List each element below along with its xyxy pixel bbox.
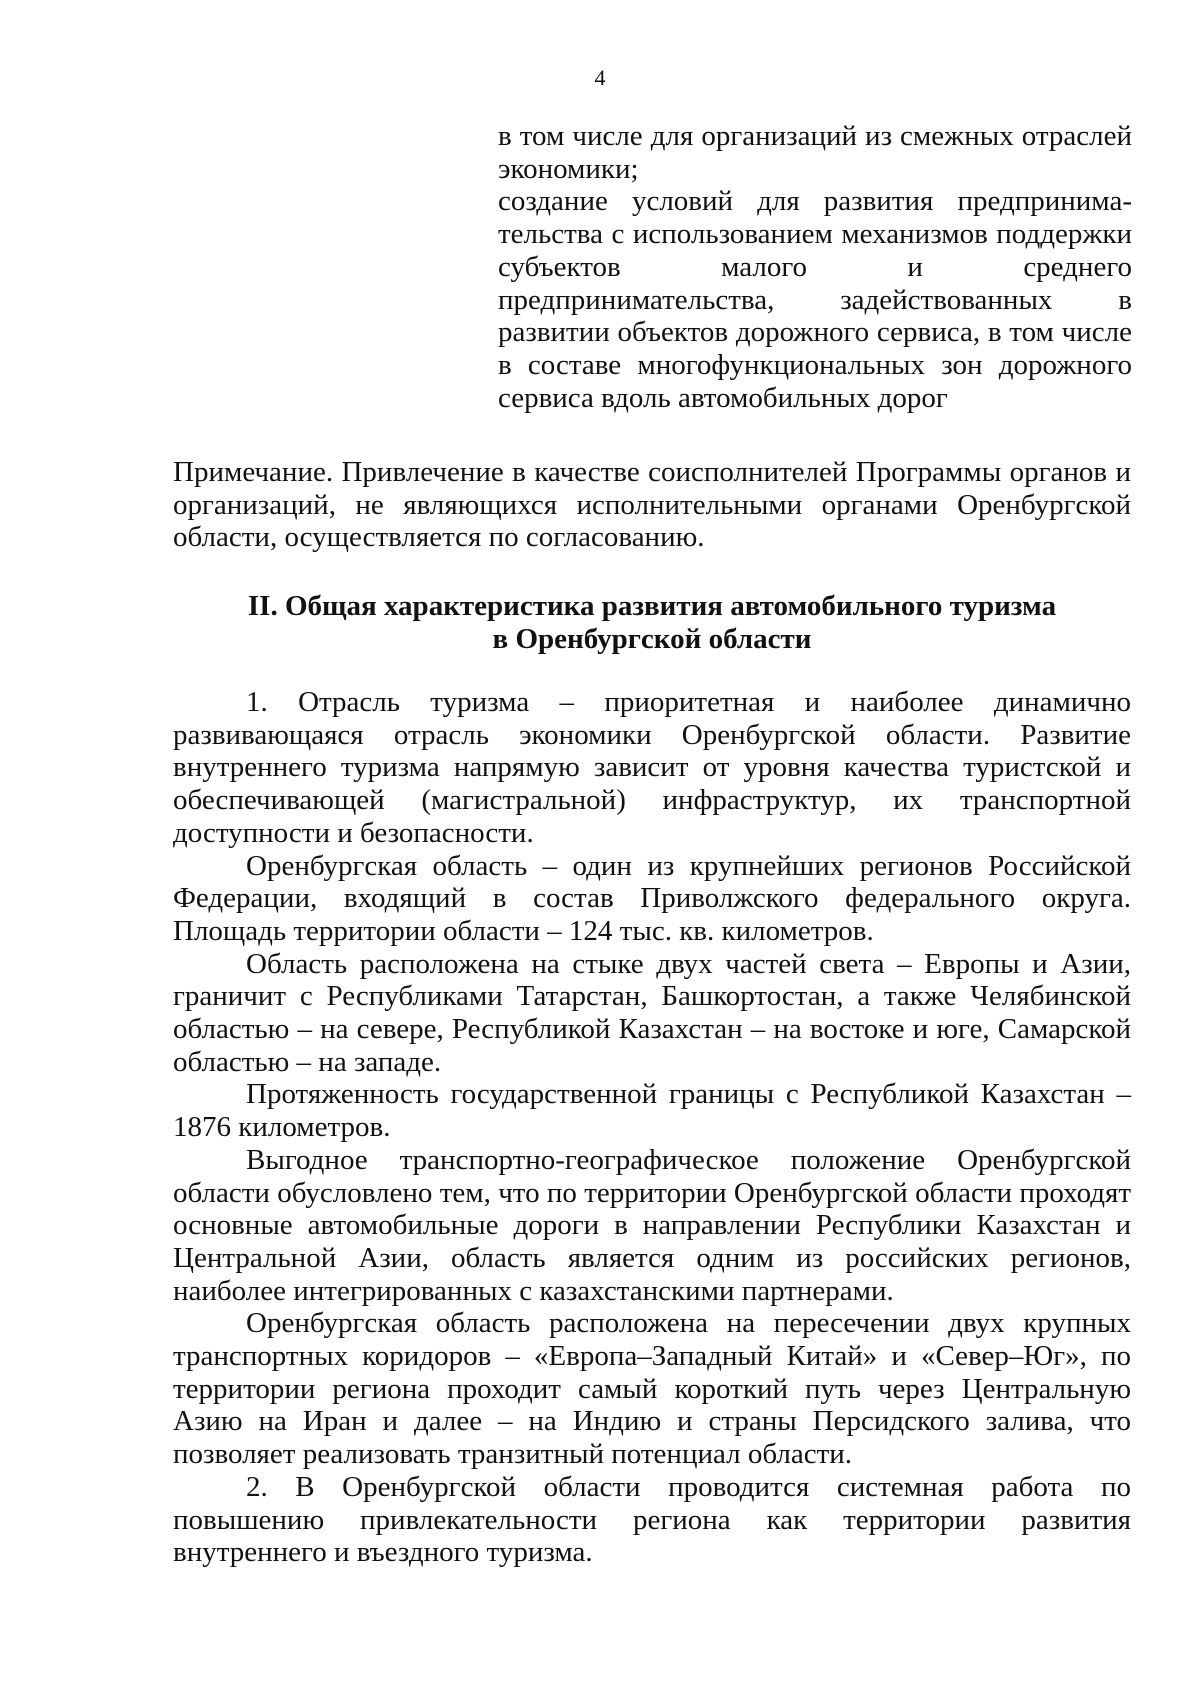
- table-cell-continuation: [498, 120, 1132, 414]
- body-paragraph: Оренбургская область – один из крупнейших регионов Российской Федерации, входящий в состав Приволжского федерального округа. Площадь территории области – 124 тыс. кв. километров.: [173, 849, 1131, 947]
- section-body: [173, 686, 1131, 1569]
- note-paragraph: Примечание. Привлечение в качестве соисполнителей Программы органов и организаций, не являющихся исполнительными органами Оренбургской области, осуществляется по согласованию.: [173, 456, 1131, 554]
- body-paragraph: Протяженность государственной границы с Республикой Казахстан – 1876 километров.: [173, 1078, 1131, 1144]
- body-paragraph: 1. Отрасль туризма – приоритетная и наиболее динамично развивающаяся отрасль экономики Оренбургской области. Развитие внутреннего туризма напрямую зависит от уровня качества туристской и обеспечивающей (магистральной) инфраструктур, их транспортной доступности и безопасности.: [173, 686, 1131, 849]
- body-paragraph: 2. В Оренбургской области проводится системная работа по повышению привлекательности региона как территории развития внутреннего и въездного туризма.: [173, 1470, 1131, 1569]
- body-paragraph: Выгодное транспортно-географическое положение Оренбургской области обусловлено тем, что по территории Оренбургской области проходят основные автомобильные дороги в направлении Республики Казахстан и Центральной Азии, область является одним из российских регионов, наиболее интегрированных с казахстанскими партнерами.: [173, 1143, 1131, 1307]
- section-heading-line: в Оренбургской области: [492, 623, 812, 655]
- continuation-paragraph: создание условий для развития предпринимательства с использованием механизмов поддержки субъектов малого и среднего предпринимательства, задействованных в развитии объектов дорожного сервиса, в том числе в составе многофункциональных зон дорожного сервиса вдоль автомобильных дорог: [498, 185, 1132, 414]
- body-paragraph: Область расположена на стыке двух частей света – Европы и Азии, граничит с Республиками Татарстан, Башкортостан, а также Челябинской областью – на севере, Республикой Казахстан – на востоке и юге, Самарской областью – на западе.: [173, 947, 1131, 1078]
- body-paragraph: Оренбургская область расположена на пересечении двух крупных транспортных коридоров – «Европа–Западный Китай» и «Север–Юг», по территории региона проходит самый короткий путь через Центральную Азию на Иран и далее – на Индию и страны Персидского залива, что позволяет реализовать транзитный потенциал области.: [173, 1307, 1131, 1471]
- section-heading: [173, 590, 1131, 656]
- continuation-paragraph: в том числе для организаций из смежных отраслей экономики;: [498, 120, 1132, 185]
- page-number: 4: [594, 65, 606, 90]
- section-heading-line: II. Общая характеристика развития автомобильного туризма: [247, 590, 1057, 622]
